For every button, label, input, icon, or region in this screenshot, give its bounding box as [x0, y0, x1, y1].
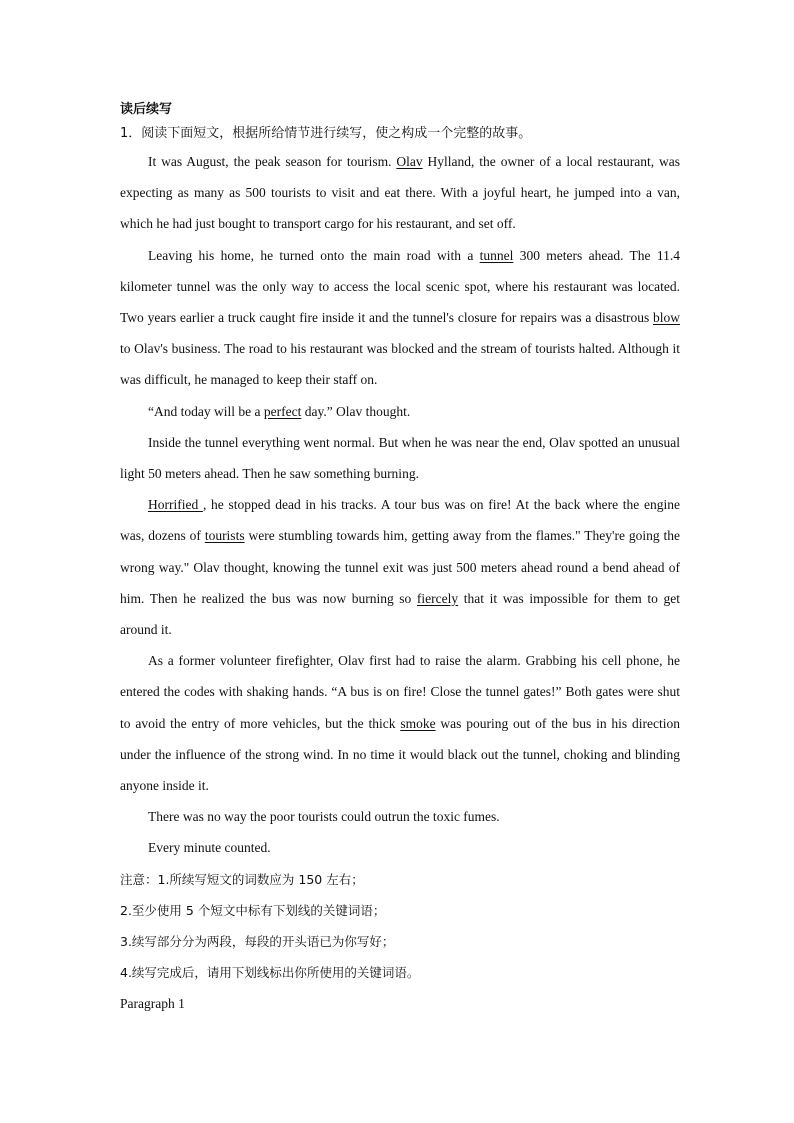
paragraph-label: Paragraph 1 [120, 996, 185, 1012]
story-paragraph [120, 427, 680, 489]
text-run: were stumbling towards him, getting away from the flames." They're going the wrong way." Olav thought, knowing the tunnel exit was just 500 meters ahead round a bend ahead of him. Then he realized the bus was now burning so [120, 528, 680, 606]
text-run: , he stopped dead in his tracks. A tour bus was on fire! At the back where the engine was, dozens of [120, 497, 680, 544]
text-run: As a former volunteer firefighter, Olav first had to raise the alarm. Grabbing his cell phone, he entered the codes with shaking hands. “A bus is on fire! Close the tunnel gates!” Both gates were shut to avoid the entry of more vehicles, but the thick [120, 653, 680, 731]
text-run: “And today will be a [148, 403, 264, 419]
note-item: 3.续写部分分为两段，每段的开头语已为你写好； [120, 934, 395, 950]
text-run: 300 meters ahead. The 11.4 kilometer tunnel was the only way to access the local scenic spot, where his restaurant was located. Two years earlier a truck caught fire inside it and the tunnel's closure for repairs was a disastrous [120, 247, 680, 326]
story-paragraph [120, 489, 680, 645]
text-run: was pouring out of the bus in his direction under the influence of the strong wind. In no time it would black out the tunnel, choking and blinding anyone inside it. [120, 715, 680, 794]
story-paragraph [120, 146, 680, 240]
story-paragraph [120, 240, 680, 396]
story-paragraph [120, 396, 680, 427]
task-instruction: 1．阅读下面短文，根据所给情节进行续写，使之构成一个完整的故事。 [120, 126, 532, 141]
underlined-keyword: fiercely [416, 590, 459, 606]
underlined-keyword: tunnel [479, 247, 514, 263]
text-run: There was no way the poor tourists could outrun the toxic fumes. [148, 809, 500, 825]
text-run: Leaving his home, he turned onto the main road with a [148, 247, 480, 263]
note-item: 4.续写完成后，请用下划线标出你所使用的关键词语。 [120, 965, 420, 981]
story-paragraph [120, 832, 680, 863]
text-run: day.” Olav thought. [301, 403, 411, 419]
underlined-keyword: Olav [396, 154, 423, 169]
underlined-keyword: smoke [400, 715, 436, 731]
text-run: Inside the tunnel everything went normal. But when he was near the end, Olav spotted an unusual light 50 meters ahead. Then he saw something burning. [120, 434, 680, 482]
underlined-keyword: blow [653, 310, 680, 326]
section-heading: 读后续写 [120, 102, 173, 117]
underlined-keyword: tourists [204, 528, 245, 544]
underlined-keyword: Horrified [148, 497, 203, 513]
notes-list [120, 864, 680, 989]
note-item: 2.至少使用 5 个短文中标有下划线的关键词语； [120, 902, 386, 918]
story-paragraph [120, 645, 680, 801]
story-paragraph [120, 801, 680, 832]
story-body [120, 146, 680, 864]
text-run: to Olav's business. The road to his restaurant was blocked and the stream of tourists halted. Although it was difficult, he managed to keep their staff on. [120, 341, 680, 388]
text-run: that it was impossible for them to get around it. [120, 590, 680, 638]
text-run: It was August, the peak season for tourism. [148, 154, 397, 169]
underlined-keyword: perfect [263, 403, 302, 419]
note-item: 注意：1.所续写短文的词数应为 150 左右； [120, 871, 364, 887]
document-page [120, 98, 680, 1020]
text-run: Every minute counted. [148, 840, 271, 856]
text-run: Hylland, the owner of a local restaurant, was expecting as many as 500 tourists to visit and eat there. With a joyful heart, he jumped into a van, which he had just bought to transport cargo for his restaurant, and set off. [120, 154, 680, 232]
